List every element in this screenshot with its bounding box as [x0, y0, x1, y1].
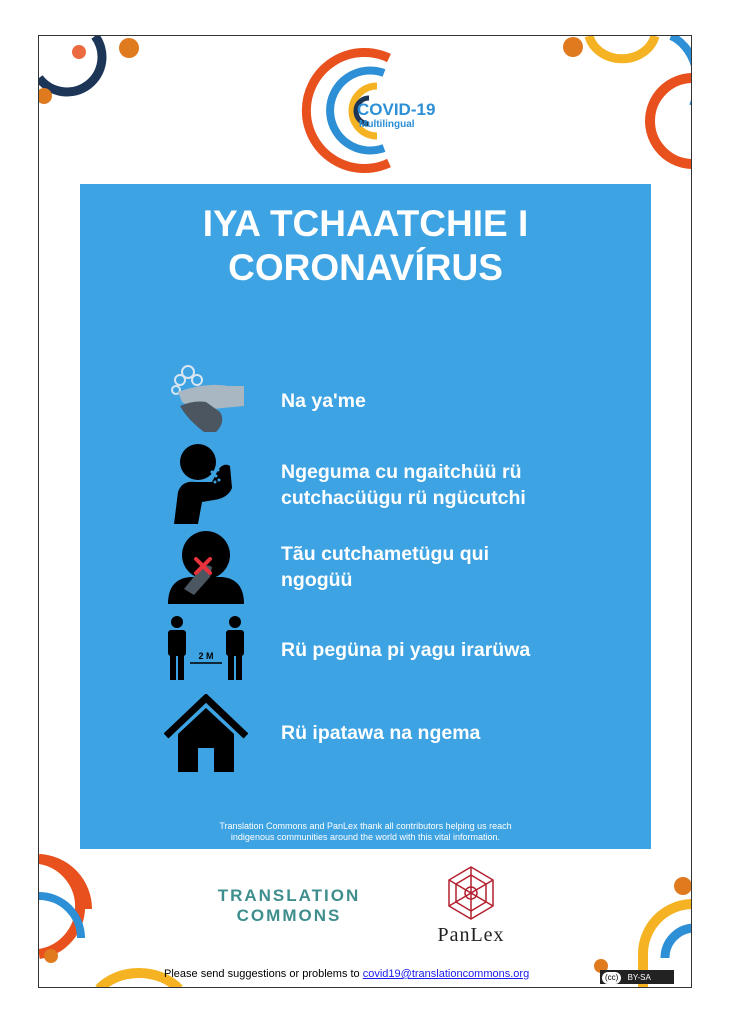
instruction-text-3: Tãu cutchametügu qui ngogüü [281, 543, 490, 591]
poster-page [38, 35, 692, 988]
contact-line [164, 968, 529, 980]
stay-home-icon [164, 694, 248, 774]
instruction-text-2: Ngeguma cu ngaitchüü rü cutchacüügu rü ngücutchi [281, 461, 526, 509]
instruction-text-1: Na ya'me [281, 390, 366, 412]
acknowledgement-footnote: Translation Commons and PanLex thank all contributors helping us reach indigenous communities around the world with this vital information. [219, 821, 512, 842]
contact-prefix: Please send suggestions or problems to [164, 968, 363, 980]
panlex-emblem-icon [443, 865, 499, 921]
license-type: BY-SA [627, 973, 651, 982]
distance-label: 2 M [198, 651, 214, 661]
handwashing-icon [164, 362, 246, 434]
instruction-text-5: Rü ipatawa na ngema [281, 722, 481, 744]
contact-email-link[interactable]: covid19@translationcommons.org [362, 968, 530, 980]
corner-decoration-top-right [553, 36, 692, 176]
social-distance-icon [164, 616, 248, 682]
poster-title-line1: IYA TCHAATCHIE I [202, 203, 529, 244]
poster-title-line2: CORONAVÍRUS [228, 247, 503, 288]
logo-subtitle: Multilingual [359, 119, 415, 130]
logo-title: COVID-19 [357, 100, 436, 119]
cough-into-elbow-icon [168, 442, 236, 524]
instruction-text-4: Rü pegüna pi yagu irarüwa [281, 639, 531, 661]
poster-title [80, 202, 651, 290]
panlex-wordmark: PanLex [437, 924, 505, 946]
corner-decoration-top-left [39, 36, 139, 116]
cc-icon: (cc) [602, 972, 621, 984]
info-panel [80, 184, 651, 849]
cc-by-sa-badge [600, 970, 674, 984]
no-face-touching-icon [164, 529, 248, 604]
translation-commons-logo: TRANSLATION COMMONS [217, 886, 361, 925]
